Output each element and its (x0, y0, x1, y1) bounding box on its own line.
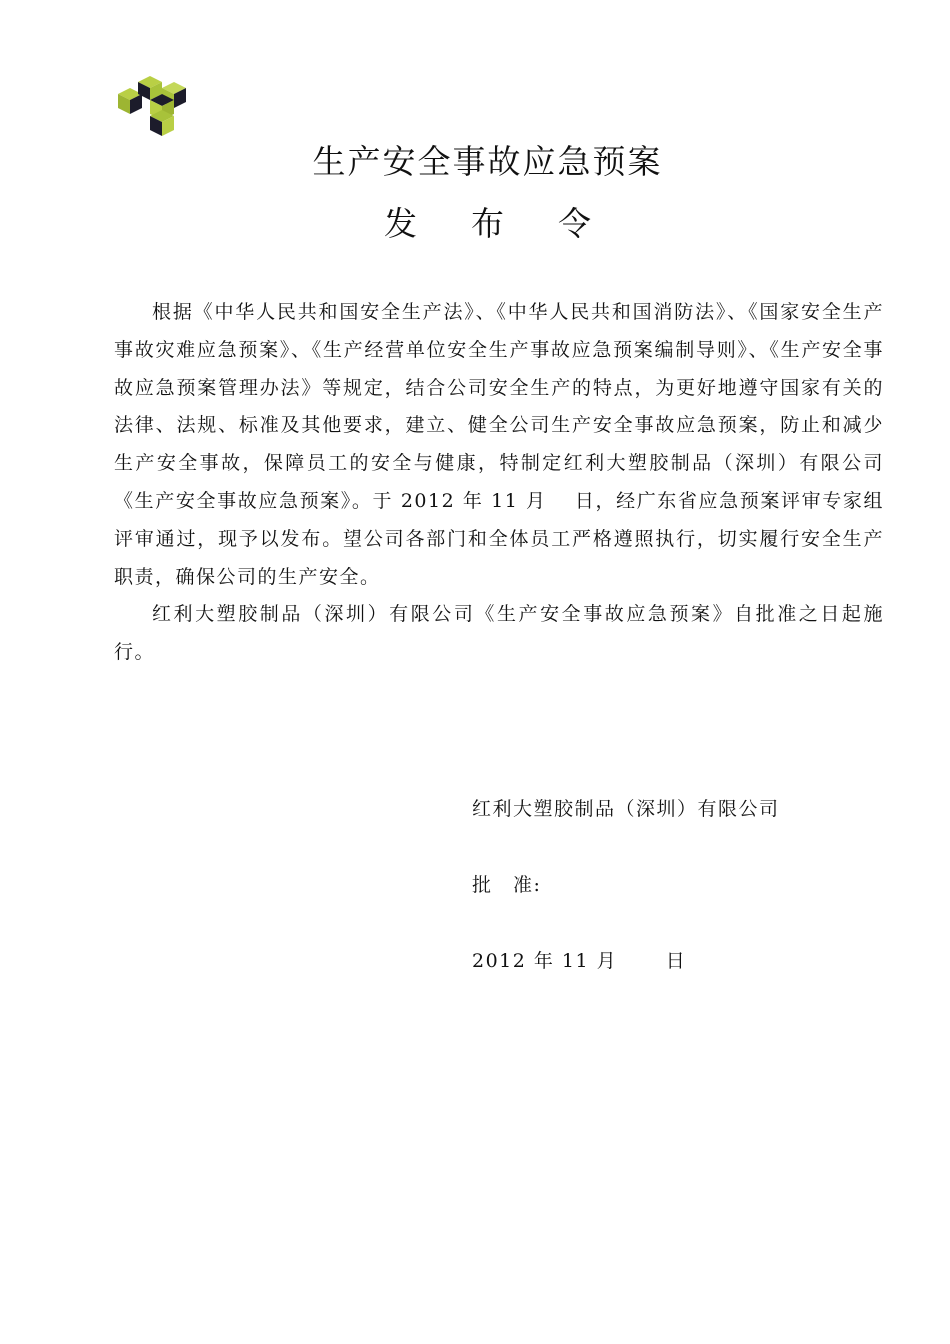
body-paragraph-1: 根据《中华人民共和国安全生产法》、《中华人民共和国消防法》、《国家安全生产事故灾难应急预案》、《生产经营单位安全生产事故应急预案编制导则》、《生产安全事故应急预案管理办法》等规定，结合公司安全生产的特点，为更好地遵守国家有关的法律、法规、标准及其他要求，建立、健全公司生产安全事故应急预案，防止和减少生产安全事故，保障员工的安全与健康，特制定红利大塑胶制品（深圳）有限公司《生产安全事故应急预案》。于 2012 年 11 月 日，经广东省应急预案评审专家组评审通过，现予以发布。望公司各部门和全体员工严格遵照执行，切实履行安全生产职责，确保公司的生产安全。 (114, 301, 884, 588)
body-paragraph-2: 红利大塑胶制品（深圳）有限公司《生产安全事故应急预案》自批准之日起施行。 (114, 603, 884, 664)
signature-company: 红利大塑胶制品（深圳）有限公司 (472, 798, 780, 820)
document-title: 生产安全事故应急预案 (312, 142, 663, 181)
document-body (114, 294, 884, 672)
document-subtitle: 发布令 (384, 204, 645, 243)
signature-date: 2012 年 11 月 日 (472, 950, 687, 972)
company-logo-icon (116, 72, 196, 140)
signature-approve-label: 批 准: (472, 874, 542, 896)
